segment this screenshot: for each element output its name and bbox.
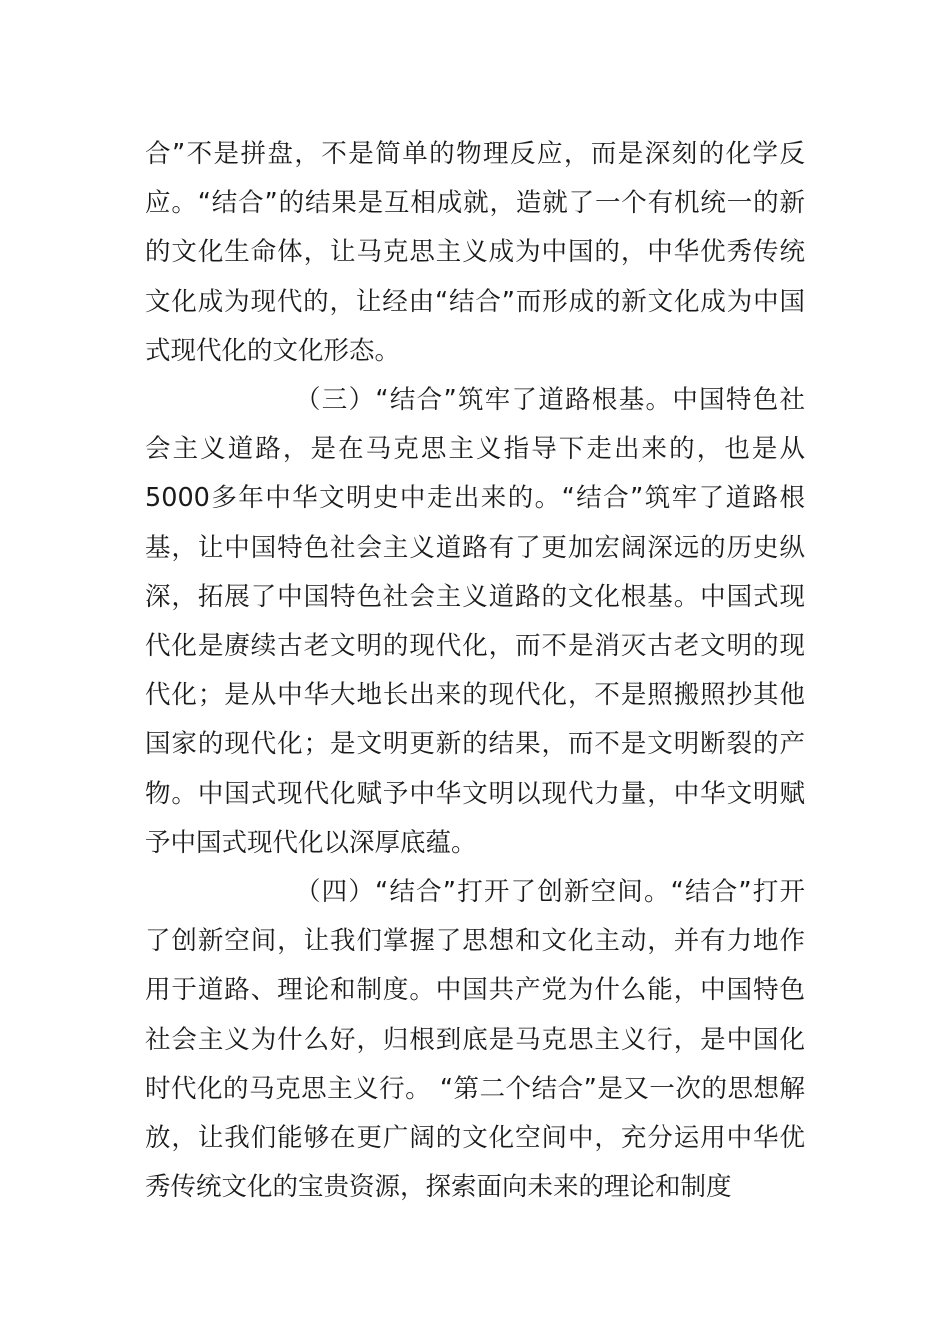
body-text xyxy=(145,130,805,1212)
paragraph-section-3: （三）“结合”筑牢了道路根基。中国特色社会主义道路，是在马克思主义指导下走出来的，也是从5000多年中华文明史中走出来的。“结合”筑牢了道路根基，让中国特色社会主义道路有了更加宏阔深远的历史纵深，拓展了中国特色社会主义道路的文化根基。中国式现代化是赓续古老文明的现代化，而不是消灭古老文明的现代化；是从中华大地长出来的现代化，不是照搬照抄其他国家的现代化；是文明更新的结果，而不是文明断裂的产物。中国式现代化赋予中华文明以现代力量，中华文明赋予中国式现代化以深厚底蕴。 xyxy=(145,385,805,858)
paragraph-continuation: 合”不是拼盘，不是简单的物理反应，而是深刻的化学反应。“结合”的结果是互相成就，造就了一个有机统一的新的文化生命体，让马克思主义成为中国的，中华优秀传统文化成为现代的，让经由“结合”而形成的新文化成为中国式现代化的文化形态。 xyxy=(145,139,805,366)
paragraph-section-4: （四）“结合”打开了创新空间。“结合”打开了创新空间，让我们掌握了思想和文化主动，并有力地作用于道路、理论和制度。中国共产党为什么能，中国特色社会主义为什么好，归根到底是马克思主义行，是中国化时代化的马克思主义行。 “第二个结合”是又一次的思想解放，让我们能够在更广阔的文化空间中，充分运用中华优秀传统文化的宝贵资源，探索面向未来的理论和制度 xyxy=(145,877,805,1203)
